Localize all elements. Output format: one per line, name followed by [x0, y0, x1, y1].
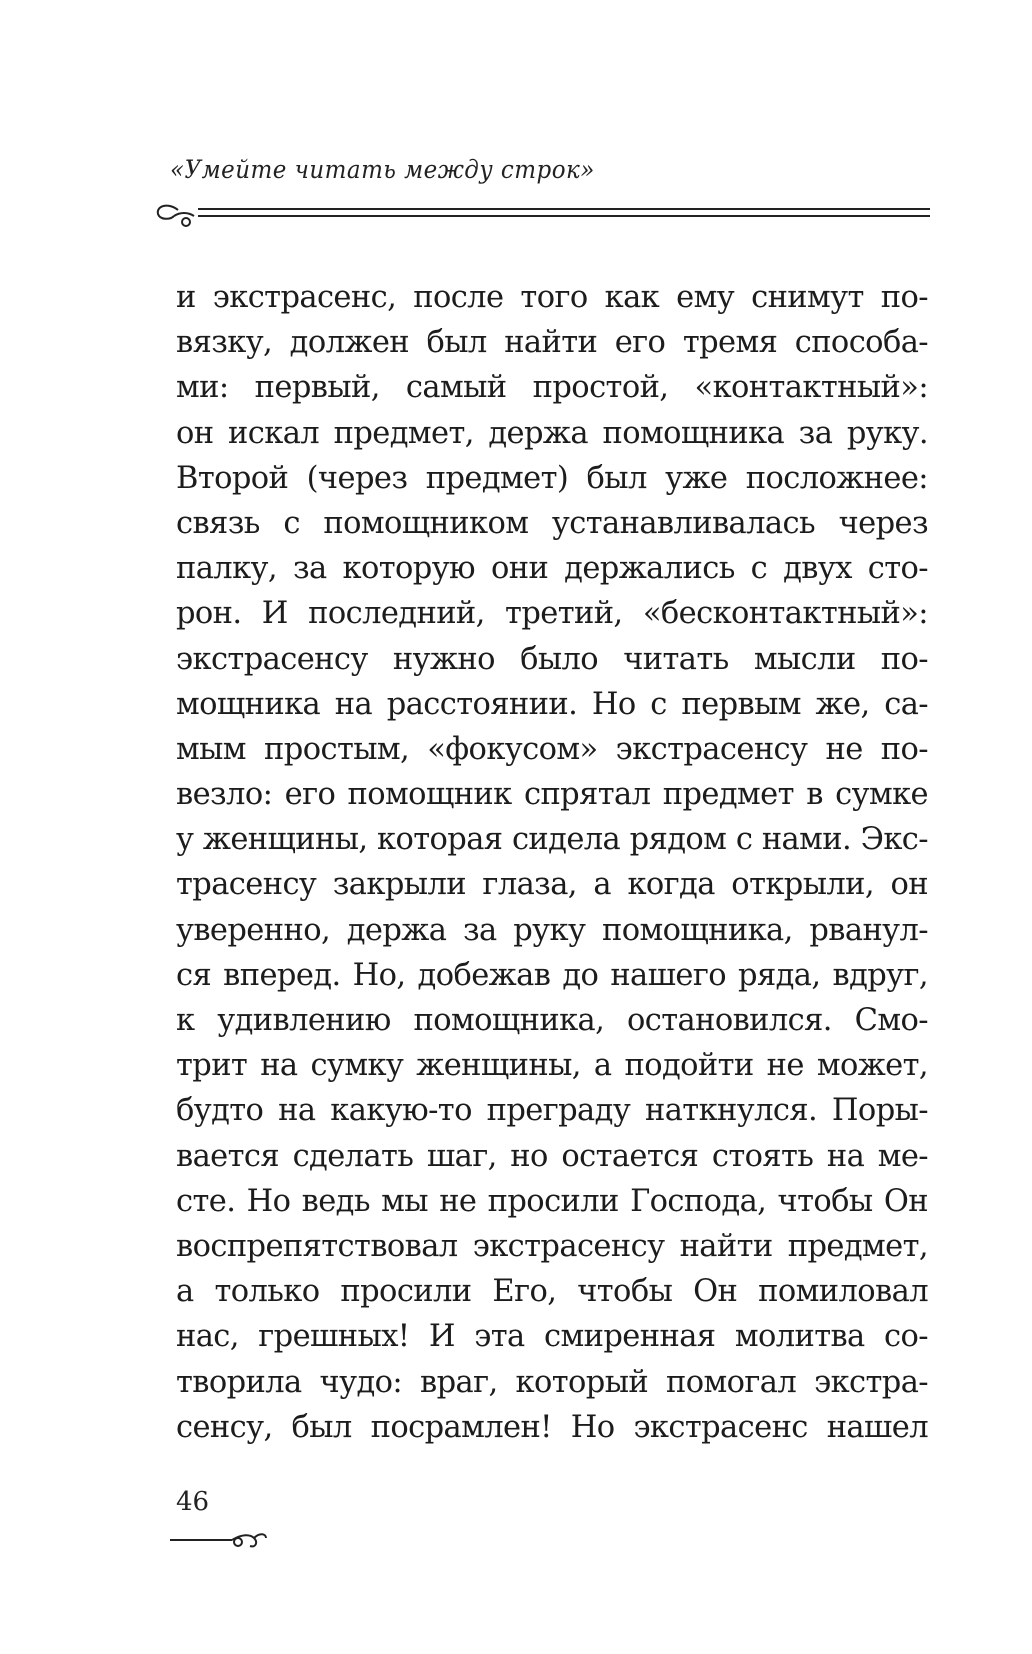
text-line: а только просили Его, чтобы Он помиловал: [176, 1274, 928, 1310]
text-line: трасенсу закрыли глаза, а когда открыли, он: [176, 867, 928, 903]
page-number: 46: [176, 1487, 210, 1517]
footer-flourish: [170, 1528, 270, 1552]
text-line: мым простым, «фокусом» экстрасенсу не по-: [176, 731, 928, 767]
text-line: сте. Но ведь мы не просили Господа, чтобы Он: [176, 1183, 928, 1219]
body-text: [176, 275, 928, 1450]
text-line: вязку, должен был найти его тремя способа-: [176, 325, 928, 361]
text-line: рон. И последний, третий, «бесконтактный»:: [176, 596, 928, 632]
text-line: ся вперед. Но, добежав до нашего ряда, вдруг,: [176, 957, 928, 993]
running-head: «Умейте читать между строк»: [170, 155, 595, 184]
text-line: воспрепятствовал экстрасенсу найти предмет,: [176, 1228, 928, 1264]
text-line: экстрасенсу нужно было читать мысли по-: [176, 641, 928, 677]
text-line: к удивлению помощника, остановился. Смо-: [176, 1003, 928, 1038]
text-line: Второй (через предмет) был уже посложнее:: [176, 460, 928, 496]
text-line: связь с помощником устанавливалась через: [176, 505, 928, 541]
text-line: палку, за которую они держались с двух сто-: [176, 551, 928, 587]
text-line: ми: первый, самый простой, «контактный»:: [176, 370, 928, 406]
text-line: уверенно, держа за руку помощника, рванул-: [176, 912, 928, 948]
text-line: творила чудо: враг, который помогал экстра-: [176, 1364, 928, 1400]
text-line: он искал предмет, держа помощника за руку.: [176, 415, 928, 451]
text-line: и экстрасенс, после того как ему снимут по-: [176, 280, 928, 315]
text-line: вается сделать шаг, но остается стоять на ме-: [176, 1138, 928, 1174]
text-line: будто на какую-то преграду наткнулся. Поры-: [176, 1093, 928, 1129]
text-line: трит на сумку женщины, а подойти не может,: [176, 1048, 928, 1084]
text-line: мощника на расстоянии. Но с первым же, са-: [176, 686, 928, 722]
text-line: у женщины, которая сидела рядом с нами. Экс-: [176, 822, 928, 858]
header-flourish-rule: [150, 200, 930, 230]
text-line: сенсу, был посрамлен! Но экстрасенс нашел: [176, 1409, 928, 1445]
text-line: нас, грешных! И эта смиренная молитва со-: [176, 1319, 928, 1355]
text-line: везло: его помощник спрятал предмет в сумке: [176, 777, 928, 813]
